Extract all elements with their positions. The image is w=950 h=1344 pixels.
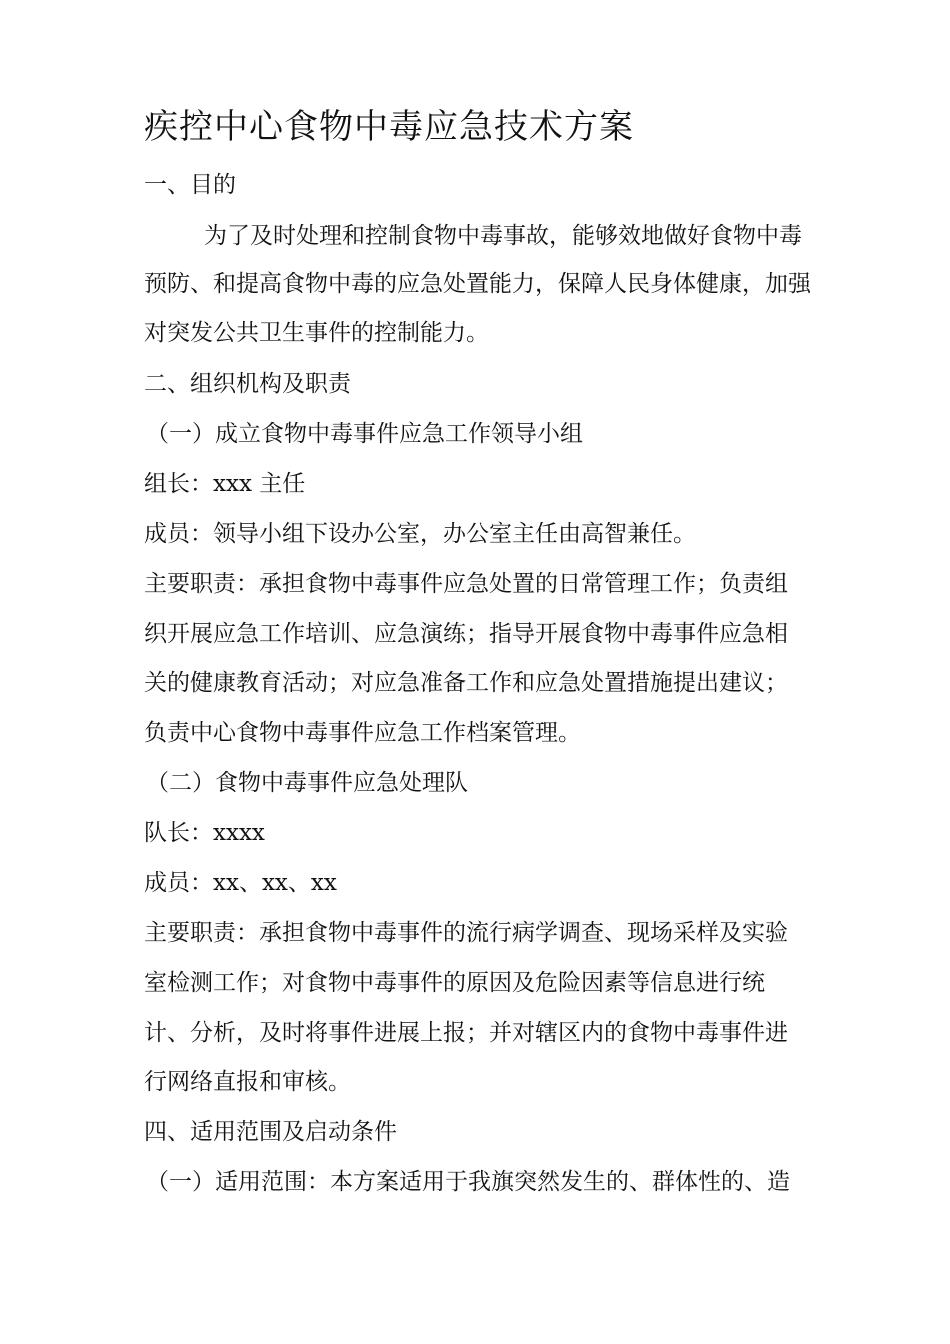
paragraph-line: 成员：xx、xx、xx: [144, 870, 337, 896]
section-heading-organization: 二、组织机构及职责: [144, 371, 351, 397]
paragraph-line: 主要职责：承担食物中毒事件应急处置的日常管理工作；负责组: [144, 571, 788, 597]
paragraph-line: 组长：xxx 主任: [144, 471, 306, 497]
subsection-heading: （一）适用范围：本方案适用于我旗突然发生的、群体性的、造: [146, 1169, 790, 1195]
paragraph-line: 主要职责：承担食物中毒事件的流行病学调查、现场采样及实验: [144, 920, 788, 946]
section-heading-scope: 四、适用范围及启动条件: [144, 1119, 397, 1145]
subsection-heading: （一）成立食物中毒事件应急工作领导小组: [146, 421, 583, 447]
document-title: 疾控中心食物中毒应急技术方案: [144, 107, 634, 147]
paragraph-line: 行网络直报和审核。: [144, 1069, 351, 1095]
paragraph-line: 为了及时处理和控制食物中毒事故，能够效地做好食物中毒: [204, 223, 802, 249]
paragraph-line: 成员：领导小组下设办公室，办公室主任由高智兼任。: [144, 521, 696, 547]
paragraph-line: 负责中心食物中毒事件应急工作档案管理。: [144, 720, 581, 746]
paragraph-line: 计、分析，及时将事件进展上报；并对辖区内的食物中毒事件进: [144, 1020, 788, 1046]
paragraph-line: 预防、和提高食物中毒的应急处置能力，保障人民身体健康，加强: [144, 271, 811, 297]
paragraph-line: 织开展应急工作培训、应急演练；指导开展食物中毒事件应急相: [144, 621, 788, 647]
paragraph-line: 室检测工作；对食物中毒事件的原因及危险因素等信息进行统: [144, 970, 765, 996]
section-heading-purpose: 一、目的: [144, 172, 236, 198]
paragraph-line: 关的健康教育活动；对应急准备工作和应急处置措施提出建议；: [144, 670, 788, 696]
paragraph-line: 队长：xxxx: [144, 820, 265, 846]
subsection-heading: （二）食物中毒事件应急处理队: [146, 770, 468, 796]
paragraph-line: 对突发公共卫生事件的控制能力。: [144, 320, 489, 346]
